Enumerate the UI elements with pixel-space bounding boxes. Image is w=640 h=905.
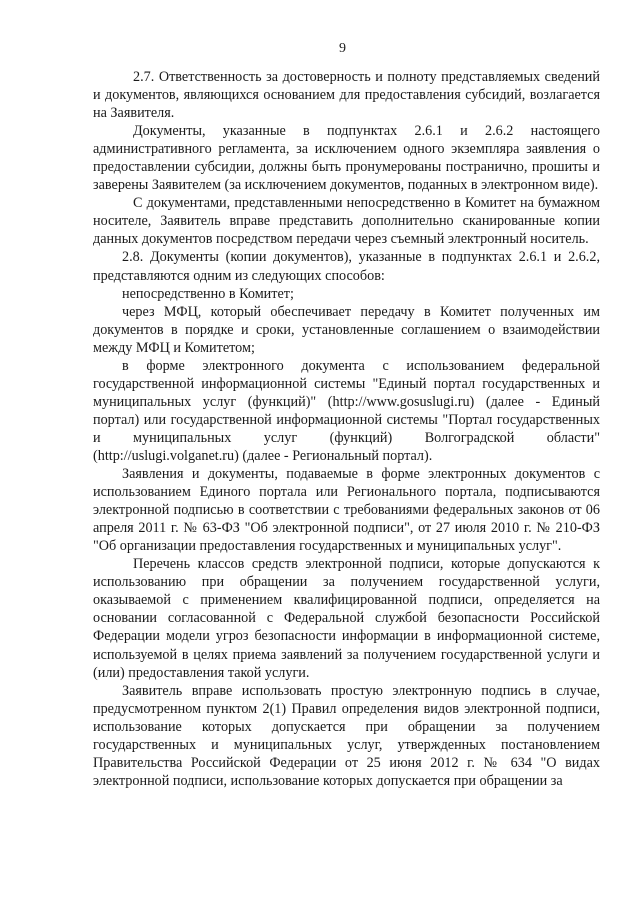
paragraph-scanned-copies: С документами, представленными непосредственно в Комитет на бумажном носителе, Заявитель вправе представить дополнительно сканированные копии данных документов посредством передачи через съемный электронный носитель.	[93, 195, 600, 248]
paragraph-documents-numbering: Документы, указанные в подпунктах 2.6.1 и 2.6.2 настоящего административного регламента, за исключением одного экземпляра заявления о предоставлении субсидии, должны быть пронумерованы постранично, прошиты и заверены Заявителем (за исключением документов, поданных в электронном виде).	[93, 123, 600, 194]
paragraph-simple-signature: Заявитель вправе использовать простую электронную подпись в случае, предусмотренном пунктом 2(1) Правил определения видов электронной подписи, использование которых допускается при обращении за получением государственных и муниципальных услуг, утвержденных постановлением Правительства Российской Федерации от 25 июня 2012 г. № 634 "О видах электронной подписи, использование которых допускается при обращении за	[93, 682, 600, 789]
paragraph-electronic-signature: Заявления и документы, подаваемые в форме электронных документов с использованием Единого портала или Регионального портала, подписываются электронной подписью в соответствии с требованиями федеральных законов от 06 апреля 2011 г. № 63-ФЗ "Об электронной подписи", от 27 июля 2010 г. № 210-ФЗ "Об организации предоставления государственных и муниципальных услуг".	[93, 466, 600, 555]
paragraph-2-8: 2.8. Документы (копии документов), указанные в подпунктах 2.6.1 и 2.6.2, представляются одним из следующих способов:	[93, 249, 600, 284]
list-item-direct: непосредственно в Комитет;	[122, 285, 294, 302]
list-item-electronic: в форме электронного документа с использованием федеральной государственной информационной системы "Единый портал государственных и муниципальных услуг (функций)" (http://www.gosuslugi.ru) (далее - Единый портал) или государственной информационной системы "Портал государственных и муниципальных услуг (функций) Волгоградской области" (http://uslugi.volganet.ru) (далее - Региональный портал).	[93, 357, 600, 464]
paragraph-2-7: 2.7. Ответственность за достоверность и полноту представляемых сведений и документов, являющихся основанием для предоставления субсидий, возлагается на Заявителя.	[93, 69, 600, 122]
page-number: 9	[339, 41, 346, 56]
paragraph-signature-classes: Перечень классов средств электронной подписи, которые допускаются к использованию при обращении за получением государственной услуги, оказываемой с применением квалифицированной подписи, определяется на основании согласованной с Федеральной службой безопасности Российской Федерации модели угроз безопасности информации в информационной системе, используемой в целях приема заявлений за получением государственной услуги и (или) предоставления такой услуги.	[93, 556, 600, 681]
list-item-mfc: через МФЦ, который обеспечивает передачу в Комитет полученных им документов в порядке и сроки, установленные соглашением о взаимодействии между МФЦ и Комитетом;	[93, 303, 600, 356]
